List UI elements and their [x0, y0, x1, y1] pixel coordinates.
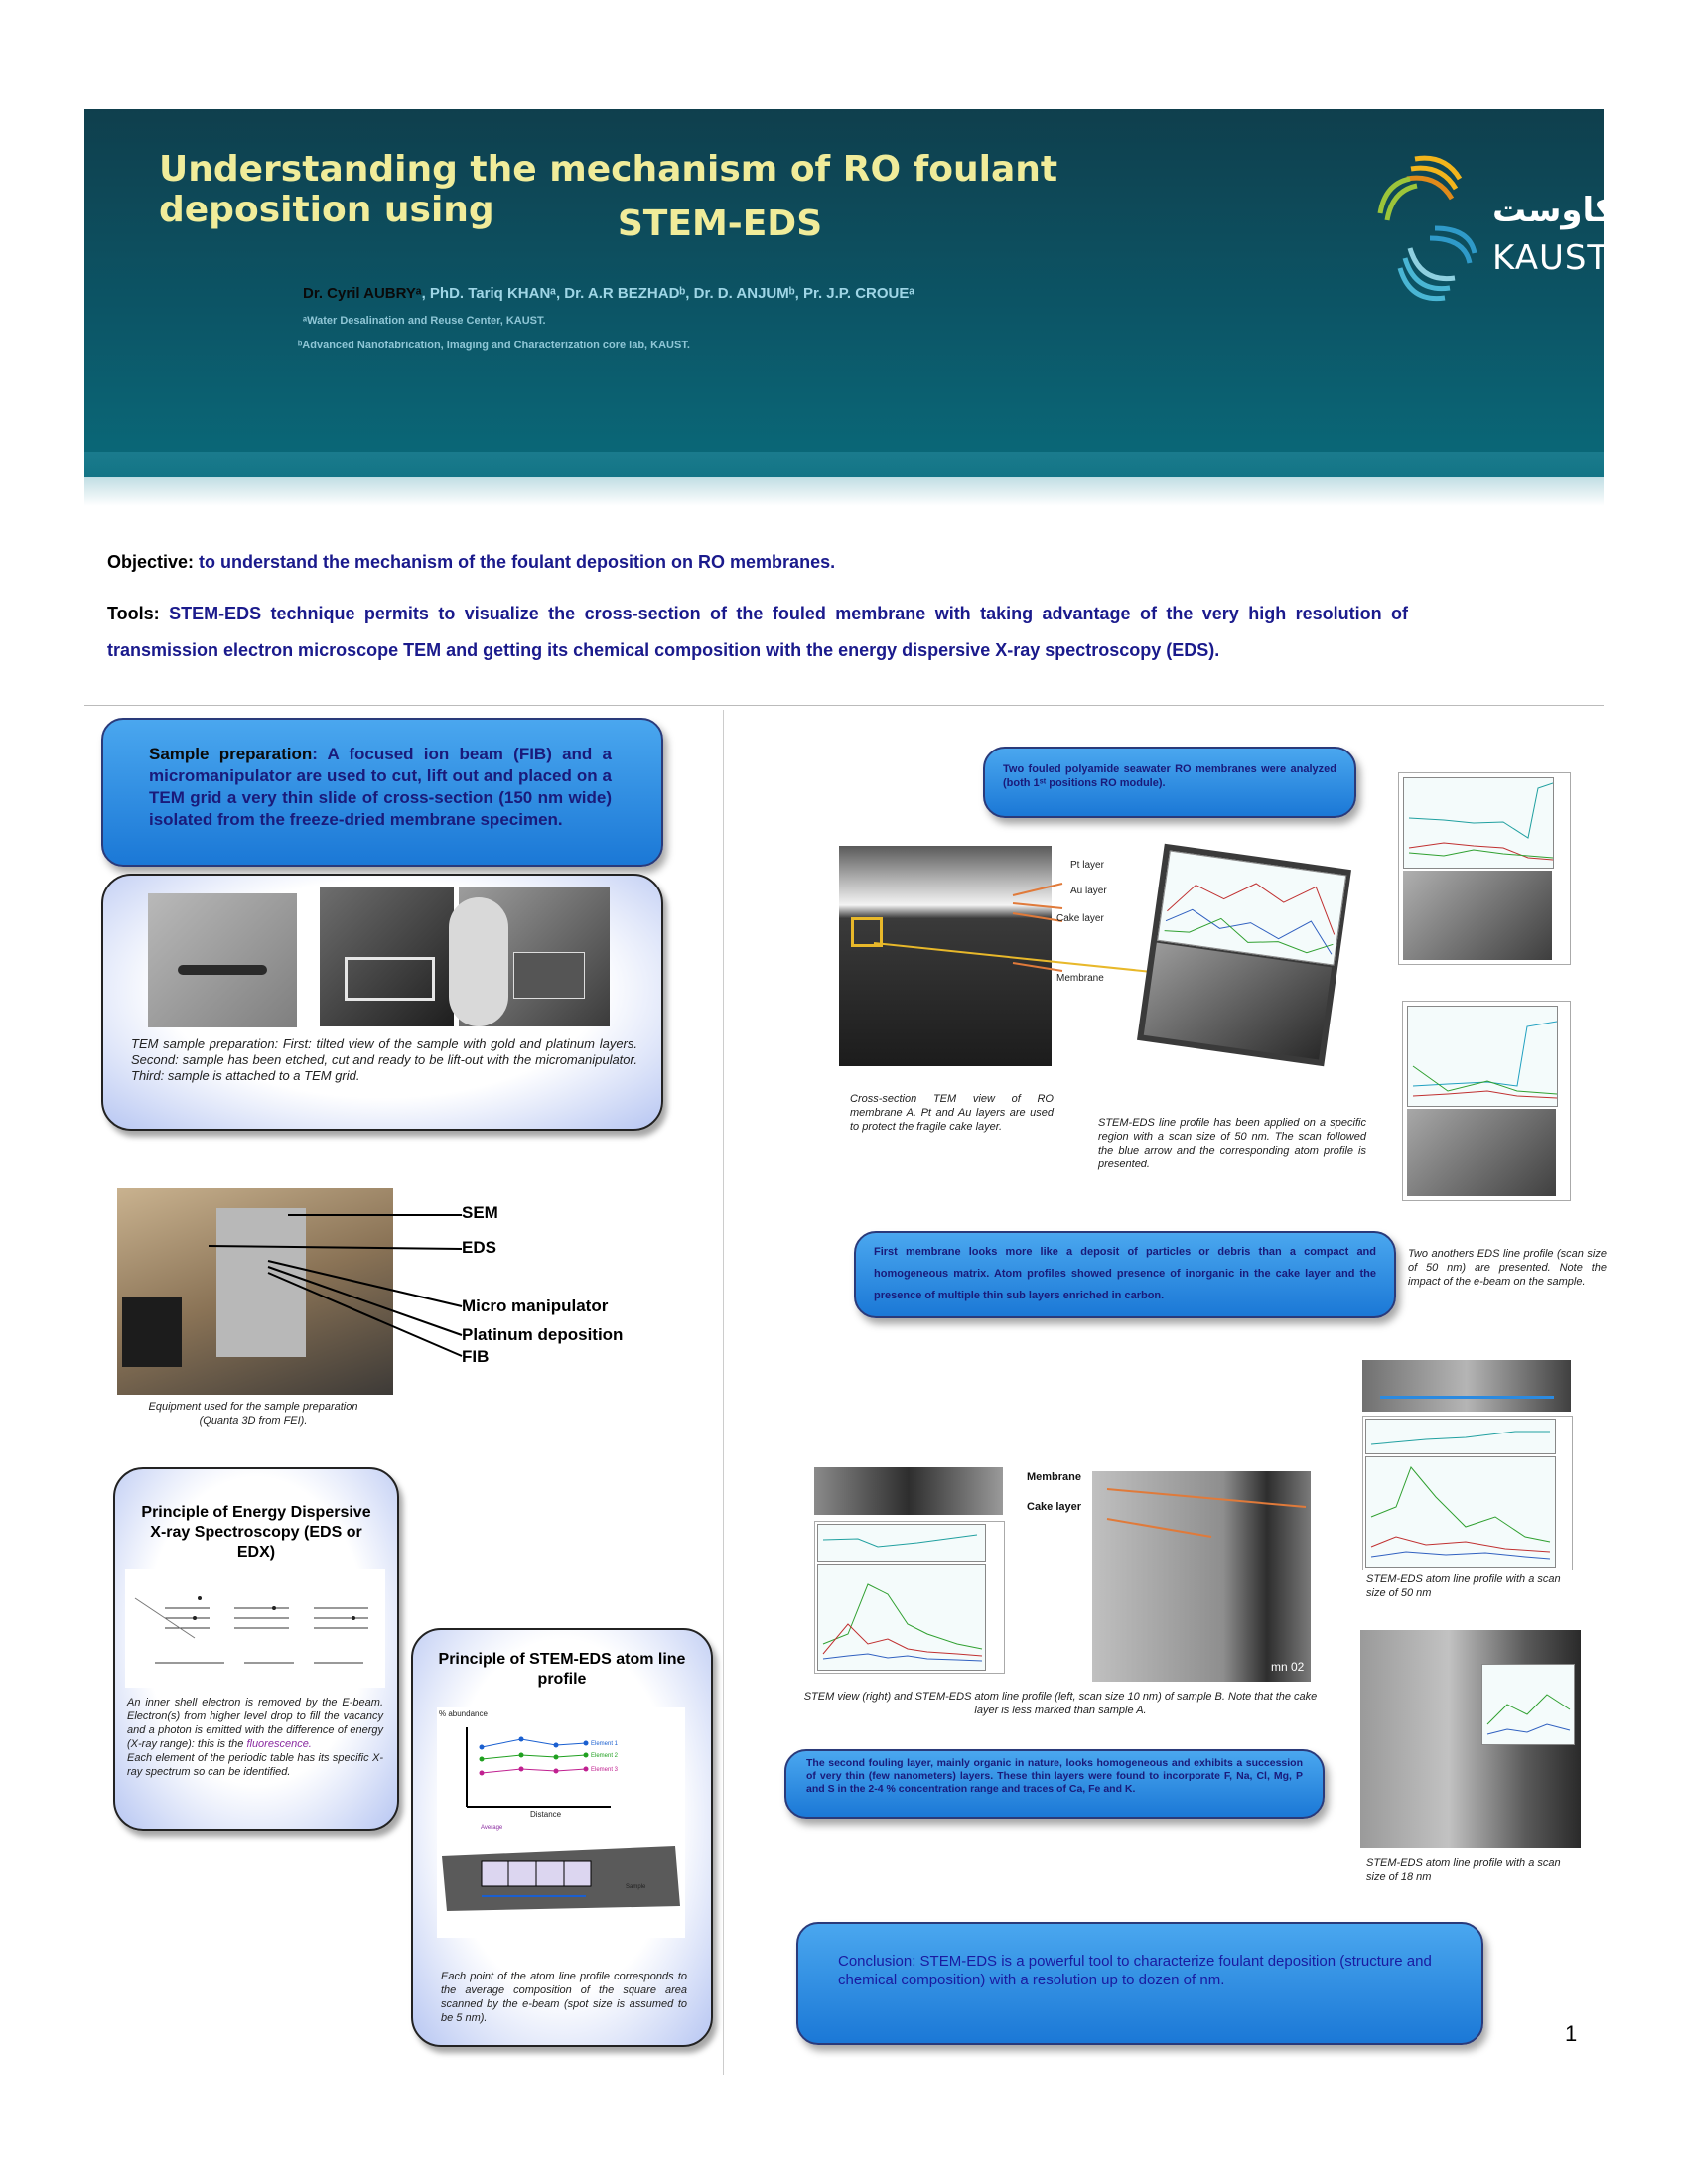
affiliation-b: ᵇAdvanced Nanofabrication, Imaging and Characterization core lab, KAUST. [298, 340, 690, 351]
etched-sample-image [320, 887, 454, 1026]
authors [303, 285, 1196, 302]
profile-50nm-top-plot [1366, 1420, 1555, 1453]
conclusion-text: Conclusion: STEM-EDS is a powerful tool to characterize foulant deposition (structure and chemical composition) with a resolution up to dozen of nm. [838, 1953, 1432, 1988]
objective-text: to understand the mechanism of the foulant deposition on RO membranes. [194, 552, 836, 572]
eds-caption-text-2: Each element of the periodic table has its specific X-ray spectrum so can be identified. [127, 1752, 383, 1778]
sample-b-caption: STEM view (right) and STEM-EDS atom line profile (left, scan size 10 nm) of sample B. Note that the cake layer is less marked than sample A. [803, 1691, 1318, 1716]
eds-profile-second-chart [1407, 1006, 1558, 1107]
etched-frame [345, 957, 435, 1001]
monitor [122, 1297, 182, 1367]
eds-profile-top-image [1403, 871, 1552, 960]
banner-fade [84, 452, 1604, 506]
profile-50nm-chart [1362, 1416, 1573, 1570]
label-platinum-deposition: Platinum deposition [462, 1325, 624, 1344]
objective-label: Objective: [107, 552, 195, 572]
label-sem: SEM [462, 1203, 498, 1222]
eds-caption-text: An inner shell electron is removed by the E-beam. Electron(s) from higher level drop to fill the vacancy and a photon is emitted with the difference of energy (X-ray range): this is the [127, 1697, 383, 1750]
logo-arabic-text: كاوست [1492, 191, 1616, 230]
eds-profile-second-plot [1408, 1007, 1557, 1106]
stem-element-3: Element 3 [591, 1767, 619, 1773]
eds-energy-level-diagram [125, 1569, 385, 1688]
two-others-caption: Two anothers EDS line profile (scan size of 50 nm) are presented. Note the impact of the e-beam on the sample. [1408, 1248, 1607, 1288]
profile-50nm-image [1362, 1360, 1571, 1412]
affiliation-a: ᵃWater Desalination and Reuse Center, KAUST. [303, 315, 546, 327]
sample-preparation-body: : A focused ion beam (FIB) and a micromanipulator are used to cut, lift out and placed on a TEM grid a very thin slide of cross-section (150 nm wide) isolated from the freeze-dried membrane specimen. [149, 745, 613, 829]
eds-profile-top [1398, 772, 1571, 965]
first-membrane-text: First membrane looks more like a deposit of particles or debris than a compact and homogeneous matrix. Atom profiles showed presence of inorganic in the cake layer and the presence of multiple thin sub layers enriched in carbon. [874, 1246, 1376, 1301]
eds-principle-caption [127, 1696, 383, 1779]
sample-preparation-text [149, 744, 612, 831]
second-layer-box [784, 1749, 1325, 1819]
objective [107, 552, 835, 573]
profile-18nm-chart [1481, 1664, 1575, 1745]
page-number: 1 [1565, 2021, 1578, 2046]
first-membrane-box [854, 1231, 1396, 1318]
sample-preparation-label: Sample preparation [149, 745, 313, 763]
tools [107, 596, 1408, 669]
stem-sample-label: Sample [626, 1884, 646, 1890]
sample-b-profile [814, 1521, 1005, 1674]
stem-diagram [437, 1707, 685, 1938]
stem-atom-line-diagram [437, 1707, 685, 1938]
profile-18nm-image [1360, 1630, 1581, 1848]
co-authors: , PhD. Tariq KHANᵃ, Dr. A.R BEZHADᵇ, Dr. D. ANJUMᵇ, Pr. J.P. CROUEᵃ [421, 285, 915, 302]
poster-title-line1: Understanding the mechanism of RO foulant deposition using [159, 149, 1058, 230]
tilted-view-image [148, 893, 297, 1027]
eds-diagram [125, 1569, 385, 1688]
cake-layer-label: Cake layer [1056, 913, 1104, 924]
eds-profile-top-chart [1403, 777, 1554, 869]
stem-element-1: Element 1 [591, 1741, 619, 1747]
sample-b-profile-bottom-chart [817, 1564, 986, 1671]
tem-sample-panel [101, 874, 663, 1131]
conclusion-box [796, 1922, 1483, 2045]
tem-grid-image [459, 887, 610, 1026]
sample-b-profile-top-plot [818, 1525, 985, 1561]
membrane-layer-label: Membrane [1056, 973, 1104, 984]
profile-50nm-scan-line [1380, 1396, 1554, 1399]
sample-b-scale-label: mn 02 [1271, 1660, 1305, 1674]
lead-author: Dr. Cyril AUBRYᵃ [303, 285, 422, 302]
sample-b-profile-bottom-plot [818, 1565, 985, 1670]
equipment-leader-lines [179, 1201, 467, 1370]
sample-b-arrows [1102, 1479, 1316, 1549]
pt-layer-label: Pt layer [1070, 860, 1104, 871]
stem-x-label: Distance [530, 1810, 562, 1819]
sample-preparation-box [101, 718, 663, 867]
profile-50nm-bottom-plot [1366, 1457, 1555, 1567]
poster-title-line2: STEM-EDS [617, 204, 823, 244]
sample-b-strip-image [814, 1467, 1003, 1515]
two-membranes-text: Two fouled polyamide seawater RO membranes were analyzed (both 1ˢᵗ positions RO module). [1003, 763, 1336, 789]
stem-line-profile-rotated [1137, 844, 1351, 1066]
tem-sample-caption: TEM sample preparation: First: tilted view of the sample with gold and platinum layers. Second: sample has been etched, cut and ready to be lift-out with the micromanipulator. Third: sample is attached to a TEM grid. [131, 1036, 637, 1083]
eds-caption-fluorescence: fluorescence. [246, 1738, 312, 1750]
two-membranes-box [983, 747, 1356, 818]
label-fib: FIB [462, 1347, 490, 1366]
stem-principle-title: Principle of STEM-EDS atom line profile [438, 1651, 686, 1688]
sample-b-profile-top-chart [817, 1524, 986, 1562]
sample-b-cake-label: Cake layer [1027, 1501, 1082, 1513]
equipment-caption: Equipment used for the sample preparation (Quanta 3D from FEI). [148, 1401, 358, 1427]
eds-principle-title: Principle of Energy Dispersive X-ray Spectroscopy (EDS or EDX) [141, 1504, 371, 1561]
section-divider [84, 705, 1604, 706]
stem-element-2: Element 2 [591, 1753, 619, 1759]
stem-line-profile-caption: STEM-EDS line profile has been applied on a specific region with a scan size of 50 nm. The scan followed the blue arrow and the corresponding atom profile is presented. [1098, 1117, 1366, 1170]
profile-50nm-caption: STEM-EDS atom line profile with a scan size of 50 nm [1366, 1573, 1561, 1599]
cross-section-arrows [864, 854, 1162, 983]
au-layer-label: Au layer [1070, 886, 1107, 896]
cross-section-caption: Cross-section TEM view of RO membrane A. Pt and Au layers are used to protect the fragile cake layer. [850, 1093, 1054, 1133]
profile-50nm-bottom-chart [1365, 1456, 1556, 1568]
stem-average-label: Average [481, 1825, 503, 1831]
grid-post [449, 897, 508, 1026]
attached-sample [513, 952, 585, 999]
eds-profile-second-image [1407, 1109, 1556, 1196]
profile-50nm-top-chart [1365, 1419, 1556, 1454]
label-eds: EDS [462, 1238, 496, 1257]
profile-18nm-plot [1482, 1665, 1574, 1744]
second-layer-text: The second fouling layer, mainly organic in nature, looks homogeneous and exhibits a succession of very thin (few nanometers) layers. These thin layers were found to incorporate F, Na, Cl, Mg, P and S in the 2-4 % concentration range and traces of Ca, Fe and K. [806, 1757, 1303, 1795]
column-divider [723, 710, 724, 2075]
label-micro-manipulator: Micro manipulator [462, 1297, 609, 1315]
eds-profile-top-plot [1404, 778, 1553, 868]
eds-principle-panel [113, 1467, 399, 1831]
sample-b-membrane-label: Membrane [1027, 1471, 1082, 1483]
sample-strip [178, 965, 267, 975]
eds-profile-second [1402, 1001, 1571, 1201]
stem-y-label: % abundance [439, 1709, 488, 1718]
stem-principle-panel [411, 1628, 713, 2047]
tools-label: Tools: [107, 604, 160, 623]
kaust-logo [1375, 149, 1616, 328]
logo-kaust-text: KAUST [1492, 238, 1610, 278]
profile-18nm-caption: STEM-EDS atom line profile with a scan size of 18 nm [1366, 1857, 1561, 1883]
tools-text: STEM-EDS technique permits to visualize the cross-section of the fouled membrane with taking advantage of the very high resolution of transmission electron microscope TEM and getting its chemical composition with the energy dispersive X-ray spectroscopy (EDS). [107, 604, 1408, 660]
stem-principle-caption: Each point of the atom line profile corresponds to the average composition of the square area scanned by the e-beam (spot size is assumed to be 5 nm). [441, 1971, 687, 2024]
